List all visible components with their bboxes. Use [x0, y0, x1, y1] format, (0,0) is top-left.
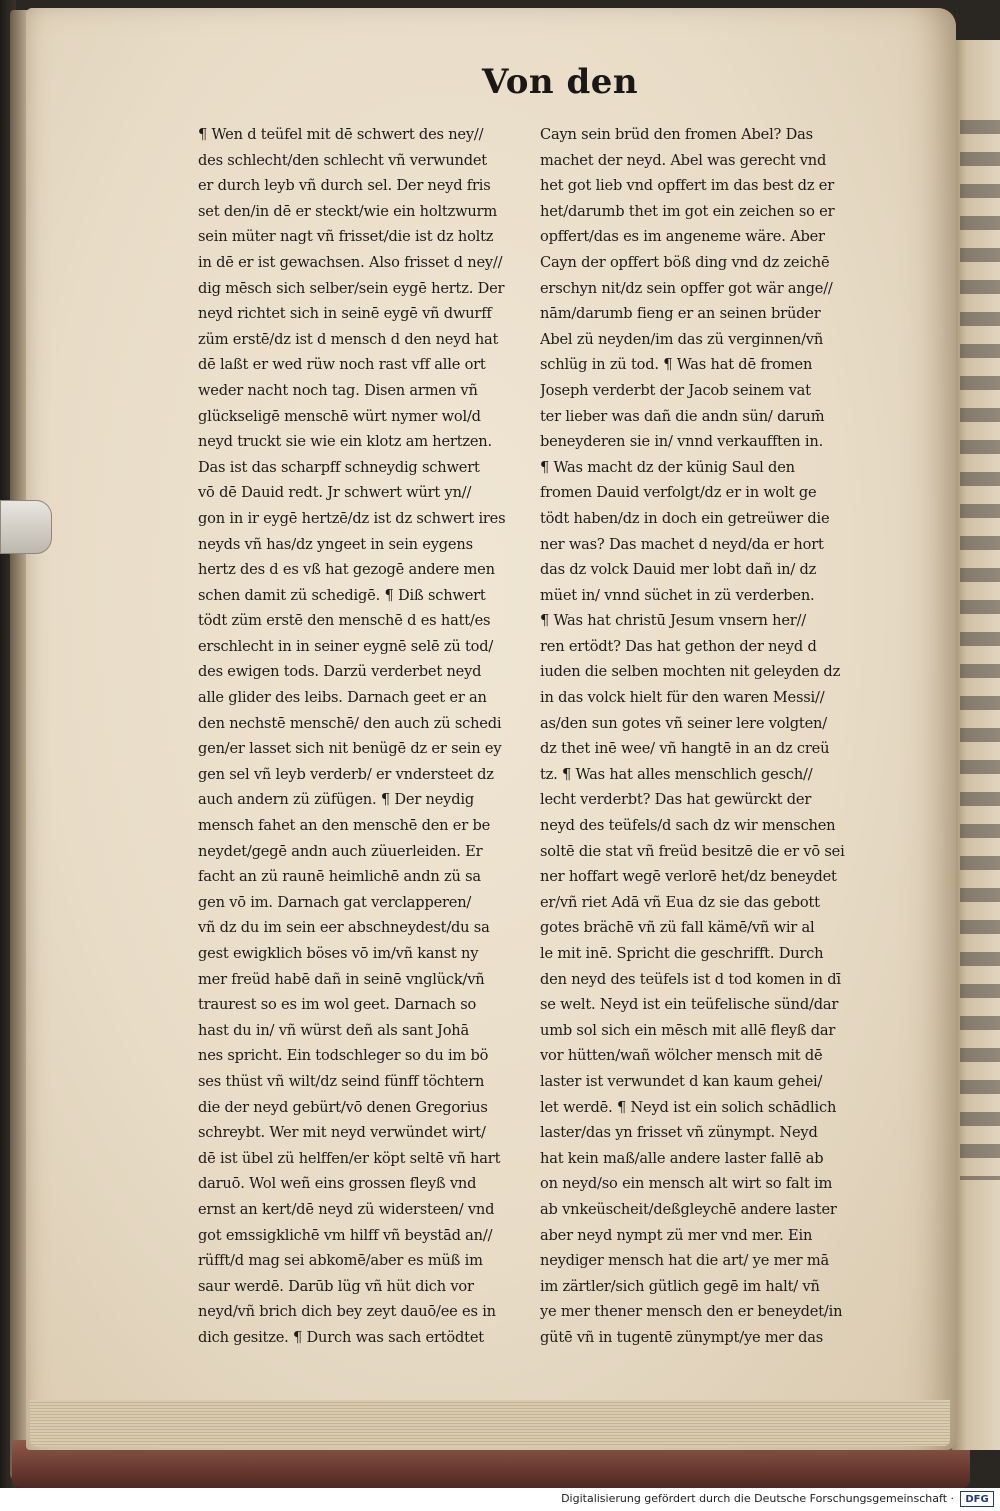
text-line: den nechstē menschē/ den auch zü schedi [198, 714, 502, 732]
text-line: Abel zü neyden/im das zü verginnen/vñ [540, 330, 824, 348]
text-line: glückseligē menschē würt nymer wol/d [198, 407, 481, 425]
text-column-right [540, 122, 906, 1351]
text-line: dē ist übel zü helffen/er köpt seltē vñ hart [198, 1149, 501, 1167]
text-line: tödt haben/dz in doch ein getreüwer die [540, 509, 830, 527]
text-line: gon in ir eygē hertzē/dz ist dz schwert ires [198, 509, 506, 527]
text-line: daruō. Wol weñ eins grossen fleyß vnd [198, 1175, 477, 1193]
text-line: schreybt. Wer mit neyd verwündet wirt/ [198, 1124, 486, 1142]
text-line: auch andern zü züfügen. ¶ Der neydig [198, 791, 474, 809]
text-line: des ewigen tods. Darzü verderbet neyd [198, 663, 482, 681]
text-line: dz thet inē wee/ vñ hangtē in an dz creü [540, 740, 830, 758]
text-line: sein müter nagt vñ frisset/die ist dz holtz [198, 228, 494, 246]
text-line: vñ dz du im sein eer abschneydest/du sa [198, 919, 490, 937]
text-line: gotes brächē vñ zü fall kämē/vñ wir al [540, 919, 815, 937]
text-line: die der neyd gebürt/vō denen Gregorius [198, 1098, 488, 1116]
text-column-left [198, 122, 560, 1351]
text-line: nām/darumb fieng er an seinen brüder [540, 305, 821, 323]
text-line: den neyd des teüfels ist d tod komen in dī [540, 970, 841, 988]
running-head: Von den [482, 62, 639, 102]
digitization-footer [0, 1488, 1000, 1511]
dfg-logo: DFG [960, 1491, 994, 1507]
text-line: erschlecht in in seiner eygnē selē zü tod/ [198, 637, 494, 655]
text-line: tz. ¶ Was hat alles menschlich gesch// [540, 765, 813, 783]
text-line: neyd/vñ brich dich bey zeyt dauō/ee es in [198, 1303, 496, 1321]
text-line: got emssigklichē vm hilff vñ beystād an// [198, 1226, 493, 1244]
text-line: ye mer thener mensch den er beneydet/in [540, 1303, 843, 1321]
text-line: gütē vñ in tugentē zünympt/ye mer das [540, 1328, 824, 1346]
text-line: facht an zü raunē heimlichē andn zü sa [198, 868, 481, 886]
text-line: as/den sun gotes vñ seiner lere volgten/ [540, 714, 827, 732]
text-line: müet in/ vnnd süchet in zü verderben. [540, 586, 815, 604]
text-line: des schlecht/den schlecht vñ verwundet [198, 151, 487, 169]
text-line: nes spricht. Ein todschleger so du im bö [198, 1047, 489, 1065]
text-line: dich gesitze. ¶ Durch was sach ertödtet [198, 1328, 484, 1346]
text-line: soltē die stat vñ freüd besitzē die er vō sei [540, 842, 845, 860]
text-line: ¶ Was macht dz der künig Saul den [540, 458, 795, 476]
text-line: iuden die selben mochten nit geleyden dz [540, 663, 841, 681]
text-line: opffert/das es im angeneme wäre. Aber [540, 228, 825, 246]
text-line: dē laßt er wed rüw noch rast vff alle ort [198, 356, 486, 374]
text-line: beneyderen sie in/ vnnd verkaufften in. [540, 433, 824, 451]
text-line: gest ewigklich böses vō im/vñ kanst ny [198, 945, 479, 962]
text-line: Cayn sein brüd den fromen Abel? Das [540, 126, 813, 143]
text-line: er/vñ riet Adā vñ Eua dz sie das gebott [540, 893, 820, 911]
text-line: gen sel vñ leyb verderb/ er vndersteet dz [198, 765, 494, 783]
text-line: vor hütten/wañ wölcher mensch mit dē [540, 1047, 823, 1065]
text-line: gen vō im. Darnach gat verclapperen/ [198, 893, 472, 911]
page-clip [0, 500, 52, 554]
text-line: rüfft/d mag sei abkomē/aber es müß im [198, 1252, 483, 1270]
text-line: fromen Dauid verfolgt/dz er in wolt ge [540, 484, 817, 502]
text-line: neydet/gegē andn auch züuerleiden. Er [198, 842, 483, 860]
text-line: set den/in dē er steckt/wie ein holtzwurm [198, 202, 497, 220]
text-line: saur werdē. Darūb lüg vñ hüt dich vor [198, 1277, 474, 1295]
text-line: machet der neyd. Abel was gerecht vnd [540, 151, 827, 169]
text-line: vō dē Dauid redt. Jr schwert würt yn// [198, 484, 472, 502]
text-line: on neyd/so ein mensch alt wirt so falt im [540, 1175, 833, 1193]
text-line: neyd richtet sich in seinē eygē vñ dwurff [198, 305, 492, 323]
text-line: traurest so es im wol geet. Darnach so [198, 996, 477, 1014]
text-line: ren ertödt? Das hat gethon der neyd d [540, 637, 817, 655]
text-line: Joseph verderbt der Jacob seinem vat [540, 381, 811, 399]
text-line: alle glider des leibs. Darnach geet er an [198, 689, 487, 707]
text-line: Das ist das scharpff schneydig schwert [198, 458, 480, 476]
text-line: erschyn nit/dz sein opffer got wär ange// [540, 279, 833, 297]
text-line: gen/er lasset sich nit benügē dz er sein ey [198, 740, 502, 758]
text-line: ses thüst vñ wilt/dz seind fünff töchtern [198, 1072, 485, 1090]
text-line: aber neyd nympt zü mer vnd mer. Ein [540, 1226, 813, 1244]
text-line: in das volck hielt für den waren Messi// [540, 689, 825, 707]
funding-credit: Digitalisierung gefördert durch die Deutsche Forschungsgemeinschaft · [561, 1492, 954, 1505]
text-line: het got lieb vnd opffert im das best dz er [540, 177, 834, 195]
text-line: schen damit zü schedigē. ¶ Diß schwert [198, 586, 486, 604]
text-line: schlüg in zü tod. ¶ Was hat dē fromen [540, 356, 813, 374]
text-line: let werdē. ¶ Neyd ist ein solich schādlich [540, 1098, 837, 1116]
text-line: neyd des teüfels/d sach dz wir menschen [540, 817, 836, 835]
text-line: laster/das yn frisset vñ zünympt. Neyd [540, 1124, 818, 1142]
page-stack-edges [30, 1400, 950, 1446]
text-line: mer freüd habē dañ in seinē vnglück/vñ [198, 970, 485, 988]
text-line: se welt. Neyd ist ein teüfelische sünd/dar [540, 996, 839, 1014]
adjacent-page-text [960, 120, 1000, 1180]
text-line: ¶ Wen d teüfel mit dē schwert des ney// [198, 126, 484, 143]
text-line: ¶ Was hat christū Jesum vnsern her// [540, 612, 806, 630]
text-line: le mit inē. Spricht die geschrifft. Durch [540, 945, 824, 962]
text-line: neyds vñ has/dz yngeet in sein eygens [198, 535, 473, 553]
text-line: ner was? Das machet d neyd/da er hort [540, 535, 824, 553]
text-line: laster ist verwundet d kan kaum gehei/ [540, 1072, 823, 1090]
text-line: ter lieber was dañ die andn sün/ darum̄ [540, 407, 825, 425]
text-line: neydiger mensch hat die art/ ye mer mā [540, 1252, 829, 1270]
text-line: lecht verderbt? Das hat gewürckt der [540, 791, 812, 809]
text-line: ab vnkeüscheit/deßgleychē andere laster [540, 1200, 837, 1218]
text-line: mensch fahet an den menschē den er be [198, 817, 491, 835]
text-line: hast du in/ vñ würst deñ als sant Johā [198, 1021, 469, 1039]
text-line: hertz des d es vß hat gezogē andere men [198, 561, 495, 579]
text-line: ernst an kert/dē neyd zü widersteen/ vnd [198, 1200, 495, 1218]
text-line: Cayn der opffert böß ding vnd dz zeichē [540, 253, 830, 271]
text-line: er durch leyb vñ durch sel. Der neyd fris [198, 177, 491, 195]
text-line: züm erstē/dz ist d mensch d den neyd hat [198, 330, 499, 348]
text-line: weder nacht noch tag. Disen armen vñ [198, 381, 478, 399]
text-line: het/darumb thet im got ein zeichen so er [540, 202, 835, 220]
text-line: neyd truckt sie wie ein klotz am hertzen. [198, 433, 492, 451]
adjacent-page-edge [952, 40, 1000, 1450]
text-line: in dē er ist gewachsen. Also frisset d ney// [198, 253, 503, 271]
text-line: ner hoffart wegē verlorē het/dz beneydet [540, 868, 837, 886]
text-line: tödt züm erstē den menschē d es hatt/es [198, 612, 491, 630]
text-line: im zärtler/sich gütlich gegē im halt/ vñ [540, 1277, 820, 1295]
text-line: umb sol sich ein mēsch mit allē fleyß dar [540, 1021, 836, 1039]
text-line: dig mēsch sich selber/sein eygē hertz. Der [198, 279, 505, 297]
text-line: hat kein maß/alle andere laster fallē ab [540, 1149, 824, 1167]
text-line: das dz volck Dauid mer lobt dañ in/ dz [540, 561, 817, 579]
